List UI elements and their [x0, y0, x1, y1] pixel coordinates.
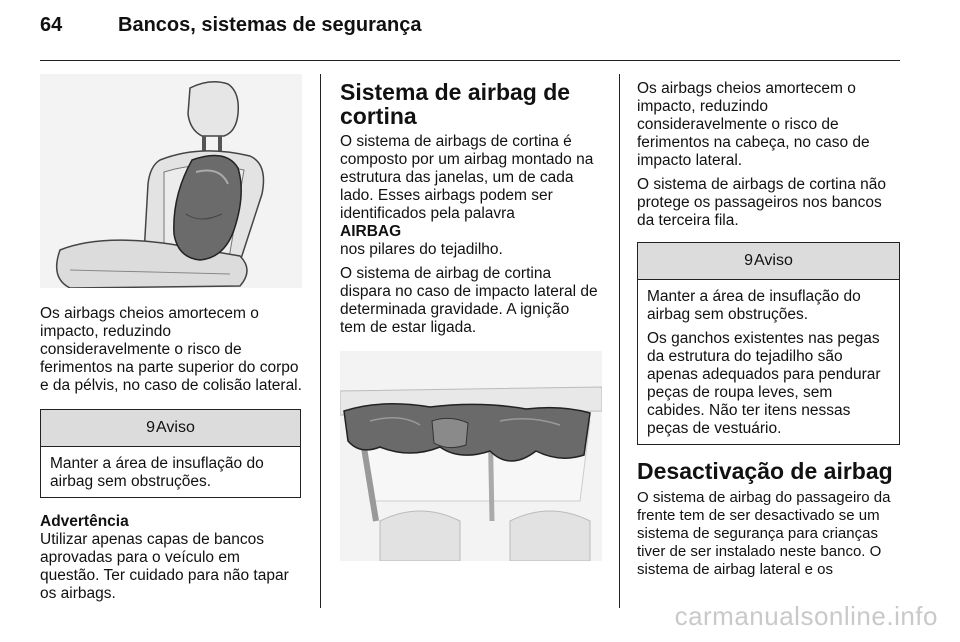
text-line: Os airbags cheios amortecem o [637, 80, 856, 97]
text-line: questão. Ter cuidado para não tapar [40, 567, 289, 584]
warning-triangle-icon: 9 [146, 419, 156, 436]
warning-header [638, 243, 899, 280]
text-line: airbag sem obstruções. [50, 473, 212, 490]
text-line: consideravelmente o risco de [40, 341, 242, 358]
text-line: cabides. Não ter itens nessas [647, 402, 851, 419]
heading-line: Sistema de airbag de [340, 79, 571, 105]
left-column [40, 74, 302, 603]
text-line: protege os passageiros nos bancos [637, 194, 882, 211]
section-heading-airbag-deactivation: Desactivação de airbag [637, 458, 893, 484]
watermark: carmanualsonline.info [674, 601, 938, 631]
warning-body [638, 280, 899, 444]
text-line: da terceira fila. [637, 212, 739, 229]
text-line: peças de vestuário. [647, 420, 782, 437]
text-line: O sistema de airbags de cortina não [637, 176, 886, 193]
seat-airbag-illustration [40, 74, 302, 288]
text-line: ferimentos na parte superior do corpo [40, 359, 299, 376]
text-line: ferimentos na cabeça, no caso de [637, 134, 870, 151]
header-rule [40, 60, 900, 61]
text-line: O sistema de airbag de cortina [340, 265, 552, 282]
text-line: e da pélvis, no caso de colisão lateral. [40, 377, 302, 394]
text-line: lado. Esses airbags podem ser [340, 187, 553, 204]
text-line: O sistema de airbag do passageiro da [637, 489, 891, 506]
text-line: estrutura das janelas, um de cada [340, 169, 574, 186]
page-title: Bancos, sistemas de segurança [118, 14, 422, 36]
text-line: consideravelmente o risco de [637, 116, 839, 133]
airbag-keyword: AIRBAG [340, 223, 402, 240]
warning-box-left [40, 409, 301, 498]
left-intro-paragraph [40, 305, 302, 395]
right-column [637, 80, 903, 579]
text-line: Os airbags cheios amortecem o [40, 305, 259, 322]
warning-body [41, 447, 300, 497]
middle-paragraph-2 [340, 265, 606, 337]
text-line: Utilizar apenas capas de bancos [40, 531, 265, 548]
text-line: impacto lateral. [637, 152, 743, 169]
text-line: os airbags. [40, 585, 116, 602]
text-line: frente tem de ser desactivado se um [637, 507, 880, 524]
text-line: determinada gravidade. A ignição [340, 301, 570, 318]
page-number: 64 [40, 14, 63, 36]
warning-paragraph-1 [647, 288, 890, 324]
text-line: sistema de segurança para crianças [637, 525, 878, 542]
column-divider-2 [619, 74, 620, 608]
heading-line: cortina [340, 103, 417, 129]
warning-box-right [637, 242, 900, 445]
right-paragraph-1 [637, 80, 903, 170]
text-line: peças de roupa leves, sem [647, 384, 833, 401]
text-line: airbag sem obstruções. [647, 306, 809, 323]
warning-label: Aviso [754, 252, 793, 269]
note-advertencia [40, 513, 302, 603]
text-line: sistema de airbag lateral e os [637, 561, 833, 578]
warning-triangle-icon: 9 [744, 252, 754, 269]
right-paragraph-3 [637, 489, 903, 579]
text-line: impacto, reduzindo [40, 323, 171, 340]
text-line: dispara no caso de impacto lateral de [340, 283, 598, 300]
text-line: nos pilares do tejadilho. [340, 241, 503, 258]
text-line: tiver de ser instalado neste banco. O [637, 543, 882, 560]
warning-label: Aviso [156, 419, 195, 436]
text-line: O sistema de airbags de cortina é [340, 133, 572, 150]
right-paragraph-2 [637, 176, 903, 230]
middle-paragraph-1 [340, 133, 606, 259]
text-line [340, 205, 606, 241]
section-heading-curtain-airbag [340, 80, 606, 128]
column-divider-1 [320, 74, 321, 608]
warning-paragraph-2 [647, 330, 890, 438]
text-line: aprovadas para o veículo em [40, 549, 240, 566]
text-line: impacto, reduzindo [637, 98, 768, 115]
text-line: tem de estar ligada. [340, 319, 477, 336]
text-line: Os ganchos existentes nas pegas [647, 330, 880, 347]
text-line: Manter a área de insuflação do [50, 455, 264, 472]
text-line: Manter a área de insuflação do [647, 288, 861, 305]
text-line: da estrutura do tejadilho são [647, 348, 843, 365]
middle-column [340, 80, 606, 561]
text-line: apenas adequados para pendurar [647, 366, 881, 383]
warning-header [41, 410, 300, 447]
page-header [40, 14, 900, 50]
note-title: Advertência [40, 513, 129, 530]
curtain-airbag-illustration [340, 351, 602, 561]
text-fragment: identificados pela palavra [340, 205, 515, 222]
text-line: composto por um airbag montado na [340, 151, 594, 168]
